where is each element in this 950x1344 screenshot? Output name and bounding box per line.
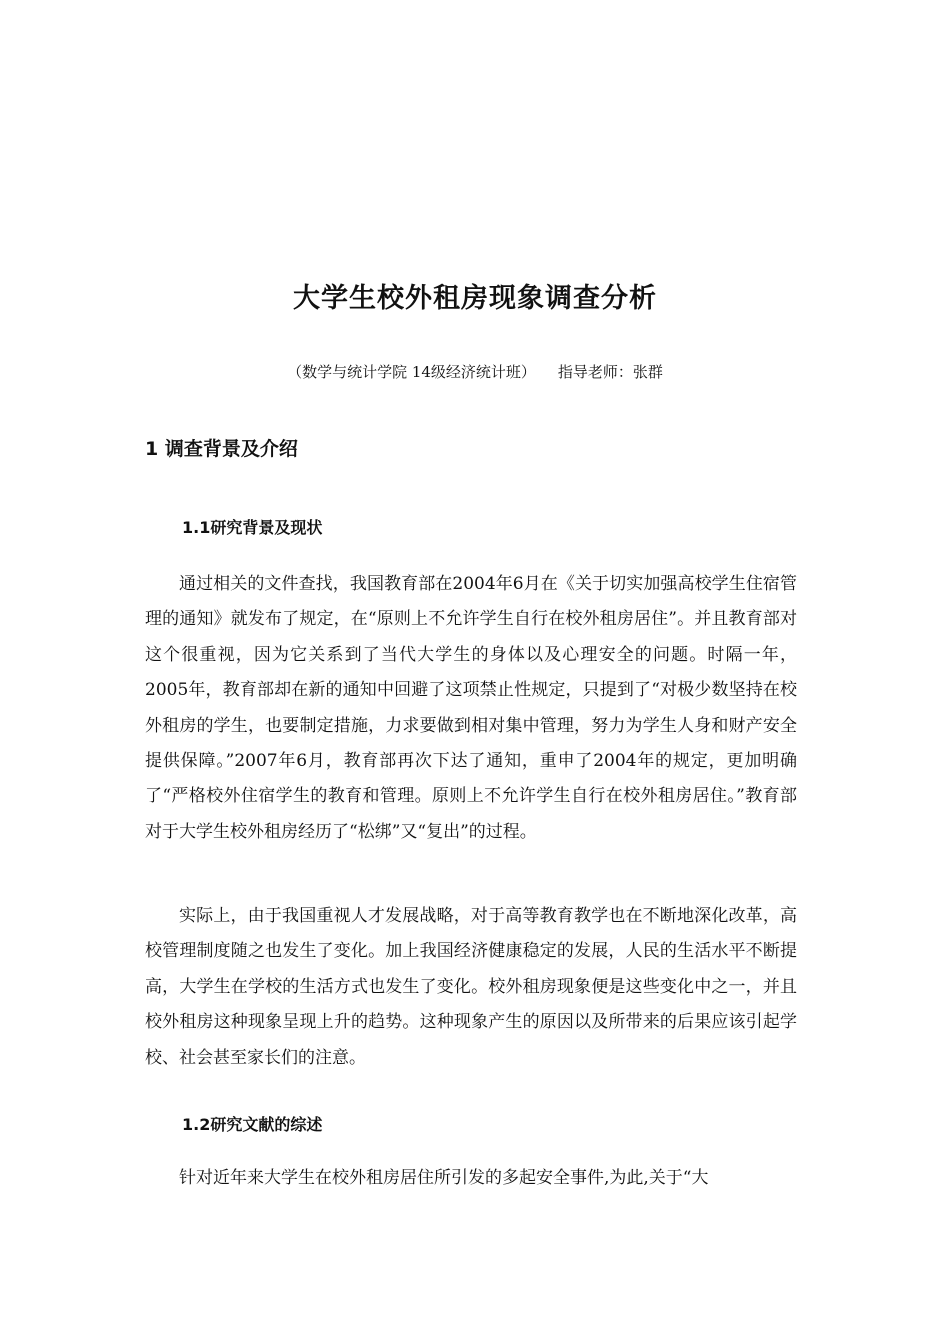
paragraph-literature: 针对近年来大学生在校外租房居住所引发的多起安全事件,为此,关于“大 bbox=[179, 1168, 709, 1188]
advisor-name: 指导老师：张群 bbox=[557, 363, 663, 381]
paragraph-background: 通过相关的文件查找，我国教育部在2004年6月在《关于切实加强高校学生住宿管理的通知》就发布了规定，在“原则上不允许学生自行在校外租房居住”。并且教育部对这个很重视，因为它关系到了当代大学生的身体以及心理安全的问题。时隔一年，2005年，教育部却在新的通知中回避了这项禁止性规定，只提到了“对极少数坚持在校外租房的学生，也要制定措施，力求要做到相对集中管理，努力为学生人身和财产安全提供保障。”2007年6月，教育部再次下达了通知，重申了2004年的规定，更加明确了“严格校外住宿学生的教育和管理。原则上不允许学生自行在校外租房居住。”教育部对于大学生校外租房经历了“松绑”又“复出”的过程。 bbox=[145, 574, 797, 842]
document-title: 大学生校外租房现象调查分析 bbox=[293, 283, 657, 314]
author-line bbox=[0, 361, 950, 382]
section-heading-1: 1 调查背景及介绍 bbox=[145, 438, 298, 460]
paragraph-changes: 实际上，由于我国重视人才发展战略，对于高等教育教学也在不断地深化改革，高校管理制度随之也发生了变化。加上我国经济健康稳定的发展，人民的生活水平不断提高，大学生在学校的生活方式也发生了变化。校外租房现象便是这些变化中之一，并且校外租房这种现象呈现上升的趋势。这种现象产生的原因以及所带来的后果应该引起学校、社会甚至家长们的注意。 bbox=[145, 906, 797, 1068]
subsection-heading-1-2: 1.2研究文献的综述 bbox=[182, 1115, 323, 1134]
subsection-heading-1-1: 1.1研究背景及现状 bbox=[182, 518, 323, 537]
author-affiliation: （数学与统计学院 14级经济统计班） bbox=[287, 363, 536, 381]
